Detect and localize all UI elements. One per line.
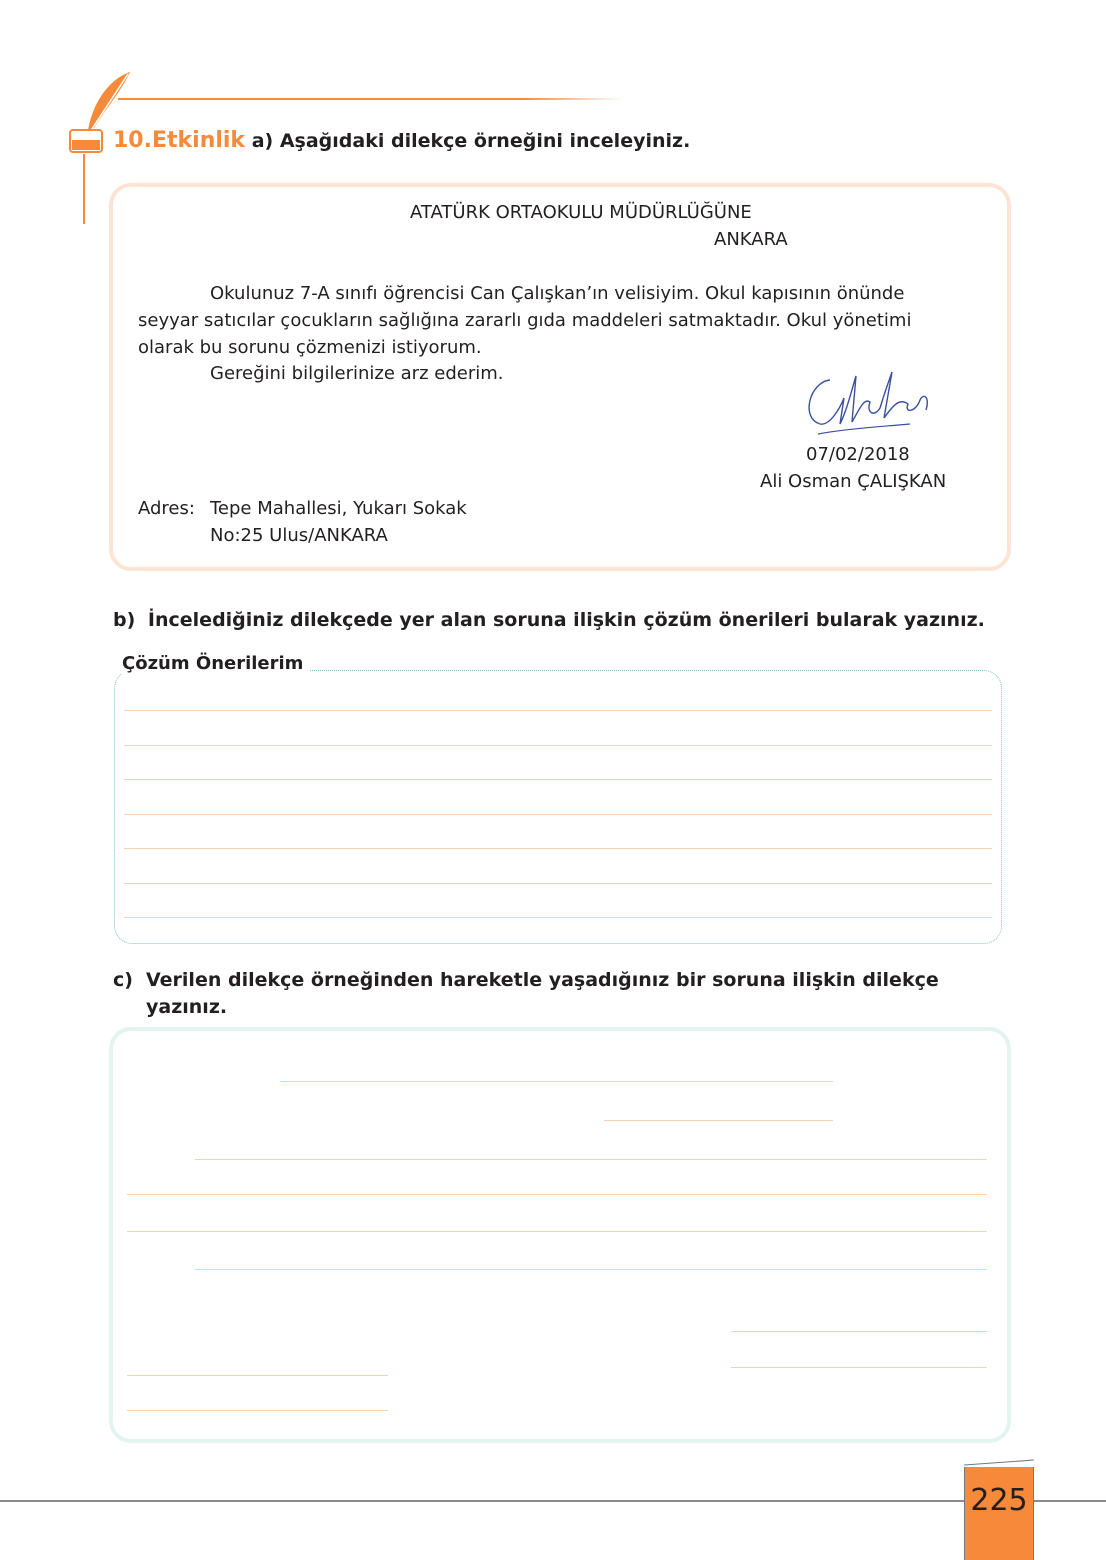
activity-title: 10.Etkinlik: [113, 128, 246, 153]
part-c-label: c): [113, 969, 133, 991]
writing-line[interactable]: [124, 848, 992, 849]
petition-name: Ali Osman ÇALIŞKAN: [760, 471, 947, 492]
petition-body-line: seyyar satıcılar çocukların sağlığına zararlı gıda maddeleri satmaktadır. Okul yönetimi: [138, 310, 912, 331]
address-label: Adres:: [138, 498, 195, 519]
body-line[interactable]: [195, 1159, 987, 1160]
petition-addressee: ATATÜRK ORTAOKULU MÜDÜRLÜĞÜNE: [410, 202, 752, 223]
date-line[interactable]: [731, 1331, 987, 1332]
petition-body-line: olarak bu sorunu çözmenizi istiyorum.: [138, 337, 482, 358]
addressee-line[interactable]: [280, 1081, 833, 1082]
name-line[interactable]: [731, 1367, 987, 1368]
petition-writing-box[interactable]: [109, 1027, 1011, 1443]
part-a-text: Aşağıdaki dilekçe örneğini inceleyiniz.: [279, 130, 691, 152]
part-b-label: b): [113, 609, 136, 631]
writing-line[interactable]: [124, 814, 992, 815]
city-line[interactable]: [604, 1120, 833, 1121]
part-a-label: a): [251, 130, 274, 152]
writing-line[interactable]: [124, 745, 992, 746]
closing-line[interactable]: [195, 1269, 987, 1270]
address-line: Tepe Mahallesi, Yukarı Sokak: [210, 498, 467, 519]
petition-closing: Gereğini bilgilerinize arz ederim.: [210, 363, 504, 384]
part-c-text: yazınız.: [146, 996, 228, 1018]
petition-date: 07/02/2018: [806, 444, 910, 465]
part-c-text: Verilen dilekçe örneğinden hareketle yaşadığınız bir soruna ilişkin dilekçe: [146, 969, 939, 991]
address-line[interactable]: [127, 1410, 388, 1411]
petition-body-line: Okulunuz 7-A sınıfı öğrencisi Can Çalışkan’ın velisiyim. Okul kapısının önünde: [210, 283, 905, 304]
solutions-title: Çözüm Önerilerim: [118, 653, 309, 674]
solutions-box[interactable]: [114, 670, 1002, 944]
address-line: No:25 Ulus/ANKARA: [210, 525, 388, 546]
writing-line[interactable]: [124, 710, 992, 711]
page-number-tab: [964, 1467, 1034, 1560]
body-line[interactable]: [127, 1194, 987, 1195]
writing-line[interactable]: [124, 917, 992, 918]
body-line[interactable]: [127, 1231, 987, 1232]
footer-rule: [0, 1500, 1106, 1502]
writing-line[interactable]: [124, 779, 992, 780]
writing-line[interactable]: [124, 883, 992, 884]
address-line[interactable]: [127, 1375, 388, 1376]
signature: [800, 368, 940, 440]
page-number: 225: [970, 1483, 1028, 1518]
petition-city: ANKARA: [714, 229, 788, 250]
header-rule: [118, 98, 623, 100]
part-b-text: İncelediğiniz dilekçede yer alan soruna ilişkin çözüm önerileri bularak yazınız.: [147, 609, 985, 631]
